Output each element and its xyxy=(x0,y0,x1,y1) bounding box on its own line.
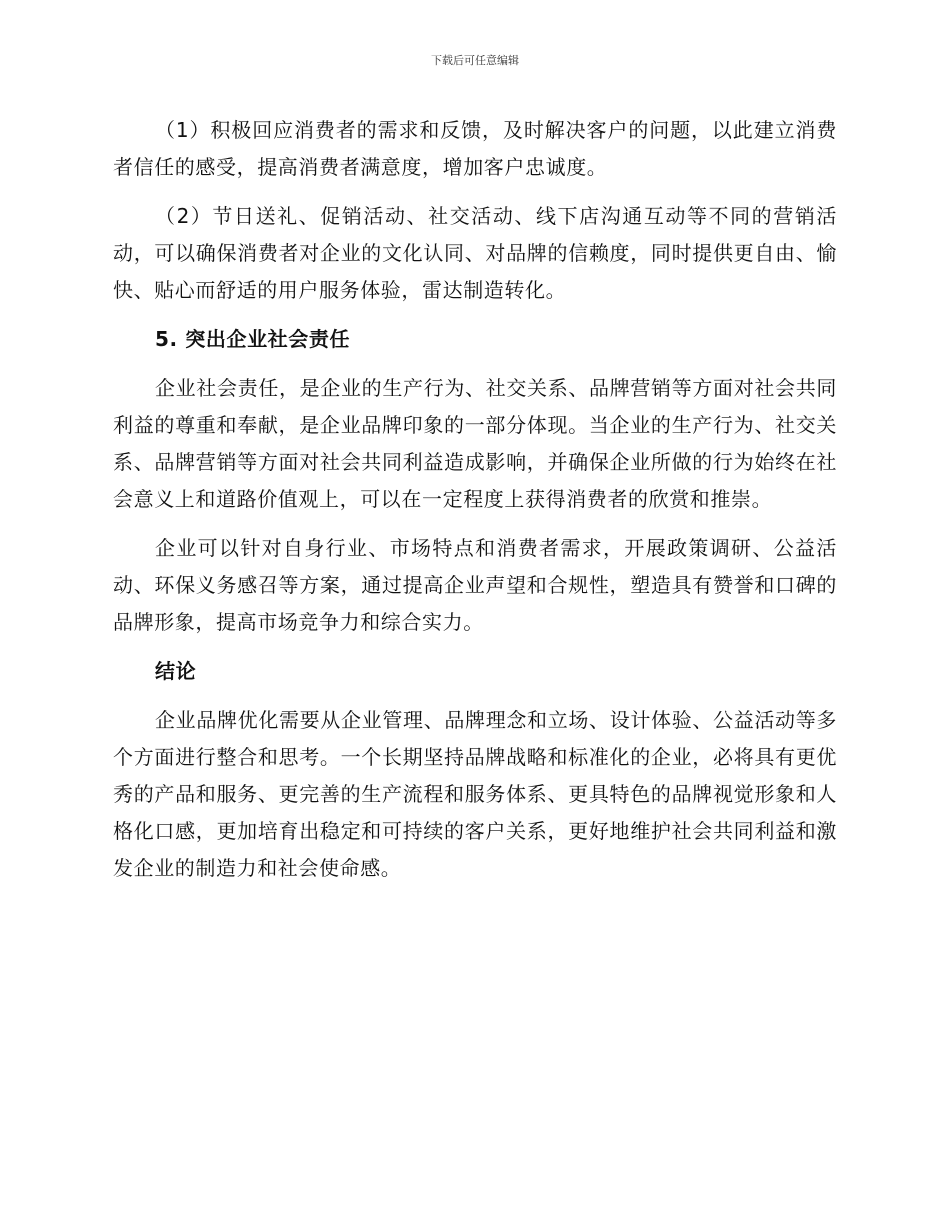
paragraph-5: 企业品牌优化需要从企业管理、品牌理念和立场、设计体验、公益活动等多个方面进行整合和思考。一个长期坚持品牌战略和标准化的企业，必将具有更优秀的产品和服务、更完善的生产流程和服务体系、更具特色的品牌视觉形象和人格化口感，更加培育出稳定和可持续的客户关系，更好地维护社会共同利益和激发企业的制造力和社会使命感。 xyxy=(113,708,837,880)
conclusion-heading: 结论 xyxy=(155,659,197,683)
paragraph-2: （2）节日送礼、促销活动、社交活动、线下店沟通互动等不同的营销活动，可以确保消费者对企业的文化认同、对品牌的信赖度，同时提供更自由、愉快、贴心而舒适的用户服务体验，雷达制造转化。 xyxy=(113,204,837,302)
paragraph-3: 企业社会责任，是企业的生产行为、社交关系、品牌营销等方面对社会共同利益的尊重和奉献，是企业品牌印象的一部分体现。当企业的生产行为、社交关系、品牌营销等方面对社会共同利益造成影响，并确保企业所做的行为始终在社会意义上和道路价值观上，可以在一定程度上获得消费者的欣赏和推崇。 xyxy=(113,376,837,511)
paragraph-4: 企业可以针对自身行业、市场特点和消费者需求，开展政策调研、公益活动、环保义务感召等方案，通过提高企业声望和合规性，塑造具有赞誉和口碑的品牌形象，提高市场竞争力和综合实力。 xyxy=(113,536,837,634)
section-heading-5: 5. 突出企业社会责任 xyxy=(155,327,351,351)
page-header-note: 下载后可任意编辑 xyxy=(431,54,519,67)
paragraph-1: （1）积极回应消费者的需求和反馈，及时解决客户的问题，以此建立消费者信任的感受，提高消费者满意度，增加客户忠诚度。 xyxy=(113,118,837,179)
document-body xyxy=(113,112,837,899)
